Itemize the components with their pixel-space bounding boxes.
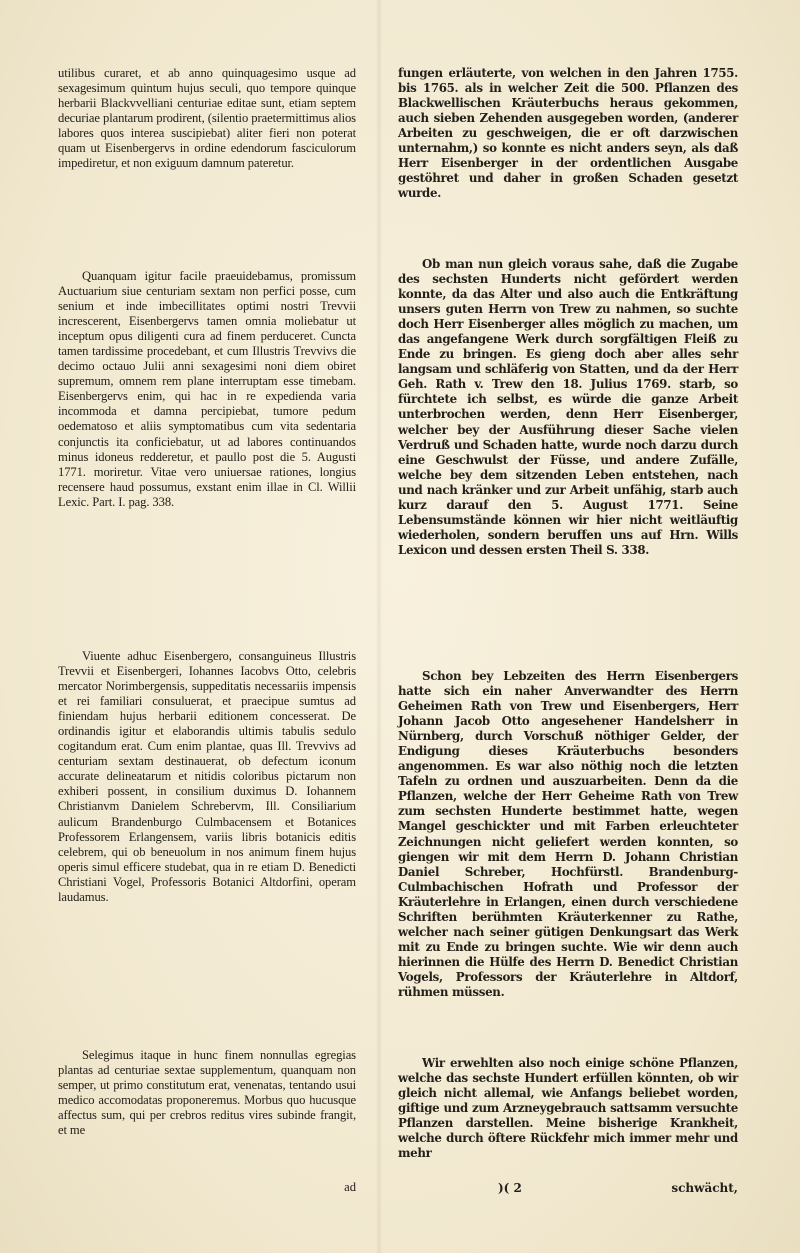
column-gutter xyxy=(376,0,382,1253)
german-paragraph-2: Ob man nun gleich voraus sahe, daß die Zugabe des sechsten Hunderts nicht gefördert werden konnte, da das Alter und also auch die Entkräftung unsers guten Herrn von Trew zu nahmen, so suchte doch Herr Eisenberger alles möglich zu machen, um das angefangene Werk durch sorgfältigen Fleiß zu Ende zu bringen. Es gieng doch aber alles sehr langsam und schläferig von Statten, und da der Herr Geh. Rath v. Trew den 18. Julius 1769. starb, so fürchtete ich selbst, es würde die ganze Arbeit unterbrochen werden, denn Herr Eisenberger, welcher bey der Ausführung dieser Sache vielen Verdruß und Schaden hatte, wurde noch darzu durch eine Geschwulst der Füsse, und andere Zufälle, welche bey dem sitzenden Leben entstehen, nach und nach kränker und zur Arbeit unfähig, starb auch kurz darauf den 5. August 1771. Seine Lebensumstände können wir hier nicht weitläuftig wiederholen, sondern beruffen uns auf Hrn. Wills Lexicon und dessen ersten Theil S. 338. xyxy=(398,257,738,557)
latin-paragraph-2: Quanquam igitur facile praeuidebamus, promissum Auctuarium siue centuriam sextam non perfici posse, cum senium et inde imbecillitates optimi nostri Trevvii increscerent, Eisenbergervs tamen omnia moliebatur ut inceptum opus diligenti cura ad finem perduceret. Cuncta tamen tardissime procedebant, et cum Illustris Trevvivs die decimo octauo Julii anni sexagesimi noni diem obiret supremum, omnem rem plane interruptam esse timebam. Eisenbergervs enim, qui hac in re expedienda varia incommoda et damna percipiebat, tumore pedum oedematoso et aliis symptomatibus cum vita sedentaria conjunctis ita conficiebatur, ut ad labores continuandos minus idoneus redderetur, et paullo post die 5. Augusti 1771. moriretur. Vitae vero uniuersae rationes, longius recensere haud possumus, exstant enim illae in Cl. Willii Lexic. Part. I. pag. 338. xyxy=(58,269,356,509)
latin-paragraph-3: Viuente adhuc Eisenbergero, consanguineus Illustris Trevvii et Eisenbergeri, Iohannes Iacobvs Otto, celebris mercator Norimbergensis, suppeditatis necessariis impensis et rei familiari consuluerat, et praecipue sumtus ad finiendam hujus herbarii editionem concesserat. De ordinandis igitur et elaborandis ultimis tabulis sedulo cogitandum erat. Cum enim plantae, quas Ill. Trevvivs ad centuriam sextam destinauerat, ob defectum iconum accurate delineatarum et nitidis coloribus pictarum non exhiberi possent, in consilium duximus D. Iohannem Christianvm Danielem Schrebervm, Ill. Consiliarium aulicum Brandenburgo Culmbacensem et Botanices Professorem Erlangensem, variis libris botanicis editis celebrem, qui ob beneuolum in nos animum finem hujus operis simul efficere studebat, qua in re etiam D. Benedicti Christiani Vogel, Professoris Botanici Altdorfini, operam laudamus. xyxy=(58,649,356,904)
latin-paragraph-4: Selegimus itaque in hunc finem nonnullas egregias plantas ad centuriae sextae supplementum, quanquam non semper, ut primo constitutum erat, venenatas, tentando usui medico accomodatas proponeremus. Morbus quo hucusque affectus sum, qui per crebros reditus vires subinde frangit, et me xyxy=(58,1048,356,1138)
latin-paragraph-1: utilibus curaret, et ab anno quinquagesimo usque ad sexagesimum quintum hujus seculi, quo tempore quinque herbarii Blackvvelliani centuriae editae sunt, etiam septem decuriae plantarum prodirent, (silentio praetermittimus alios labores quos interea suscipiebat) aliter fieri non poterat quam ut Eisenbergervs in ordine edendorum fasciculorum impediretur, et non exiguum damnum pateretur. xyxy=(58,66,356,171)
german-column xyxy=(398,0,738,1253)
german-paragraph-3: Schon bey Lebzeiten des Herrn Eisenbergers hatte sich ein naher Anverwandter des Herrn Geheimen Rath von Trew und Eisenbergers, Herr Johann Jacob Otto angesehener Handelsherr in Nürnberg, durch Vorschuß nöthiger Gelder, der Endigung dieses Kräuterbuchs besonders angenommen. Es war also nöthig noch die letzten Tafeln zu ordnen und auszuarbeiten. Denn da die Pflanzen, welche der Herr Geheime Rath von Trew zum sechsten Hunderte bestimmet hatte, wegen Mangel geschickter und mit Farben erleuchteter Zeichnungen nicht geliefert werden konnten, so giengen wir mit dem Herrn D. Johann Christian Daniel Schreber, Hochfürstl. Brandenburg-Culmbachischen Hofrath und Professor der Kräuterlehre in Erlangen, einen durch verschiedene Schriften berühmten Kräuterkenner zu Rathe, welcher nach seiner gütigen Denkungsart das Werk mit zu Ende zu bringen suchte. Wie wir denn auch hierinnen die Hülfe des Herrn D. Benedict Christian Vogels, Professors der Kräuterlehre in Altdorf, rühmen müssen. xyxy=(398,669,738,999)
german-catchword: schwächt, xyxy=(671,1181,738,1195)
latin-catchword: ad xyxy=(344,1180,356,1194)
german-paragraph-4: Wir erwehlten also noch einige schöne Pflanzen, welche das sechste Hundert erfüllen könnten, ob wir gleich nicht allemal, wie Anfangs beliebet worden, giftige und zum Arzneygebrauch sattsamm versuchte Pflanzen darstellen. Meine bisherige Krankheit, welche durch öftere Rückfehr mich immer mehr und mehr xyxy=(398,1056,738,1161)
german-paragraph-1: fungen erläuterte, von welchen in den Jahren 1755. bis 1765. als in welcher Zeit die 500. Pflanzen des Blackwellischen Kräuterbuchs heraus gekommen, auch sieben Zehenden ausgegeben worden, (anderer Arbeiten zu geschweigen, die er oft darzwischen unternahm,) so konnte es nicht anders seyn, als daß Herr Eisenberger in der ordentlichen Ausgabe gestöhret und daher in großen Schaden gesetzt wurde. xyxy=(398,66,738,201)
signature-mark: )( 2 xyxy=(498,1181,522,1195)
latin-column xyxy=(58,0,356,1253)
